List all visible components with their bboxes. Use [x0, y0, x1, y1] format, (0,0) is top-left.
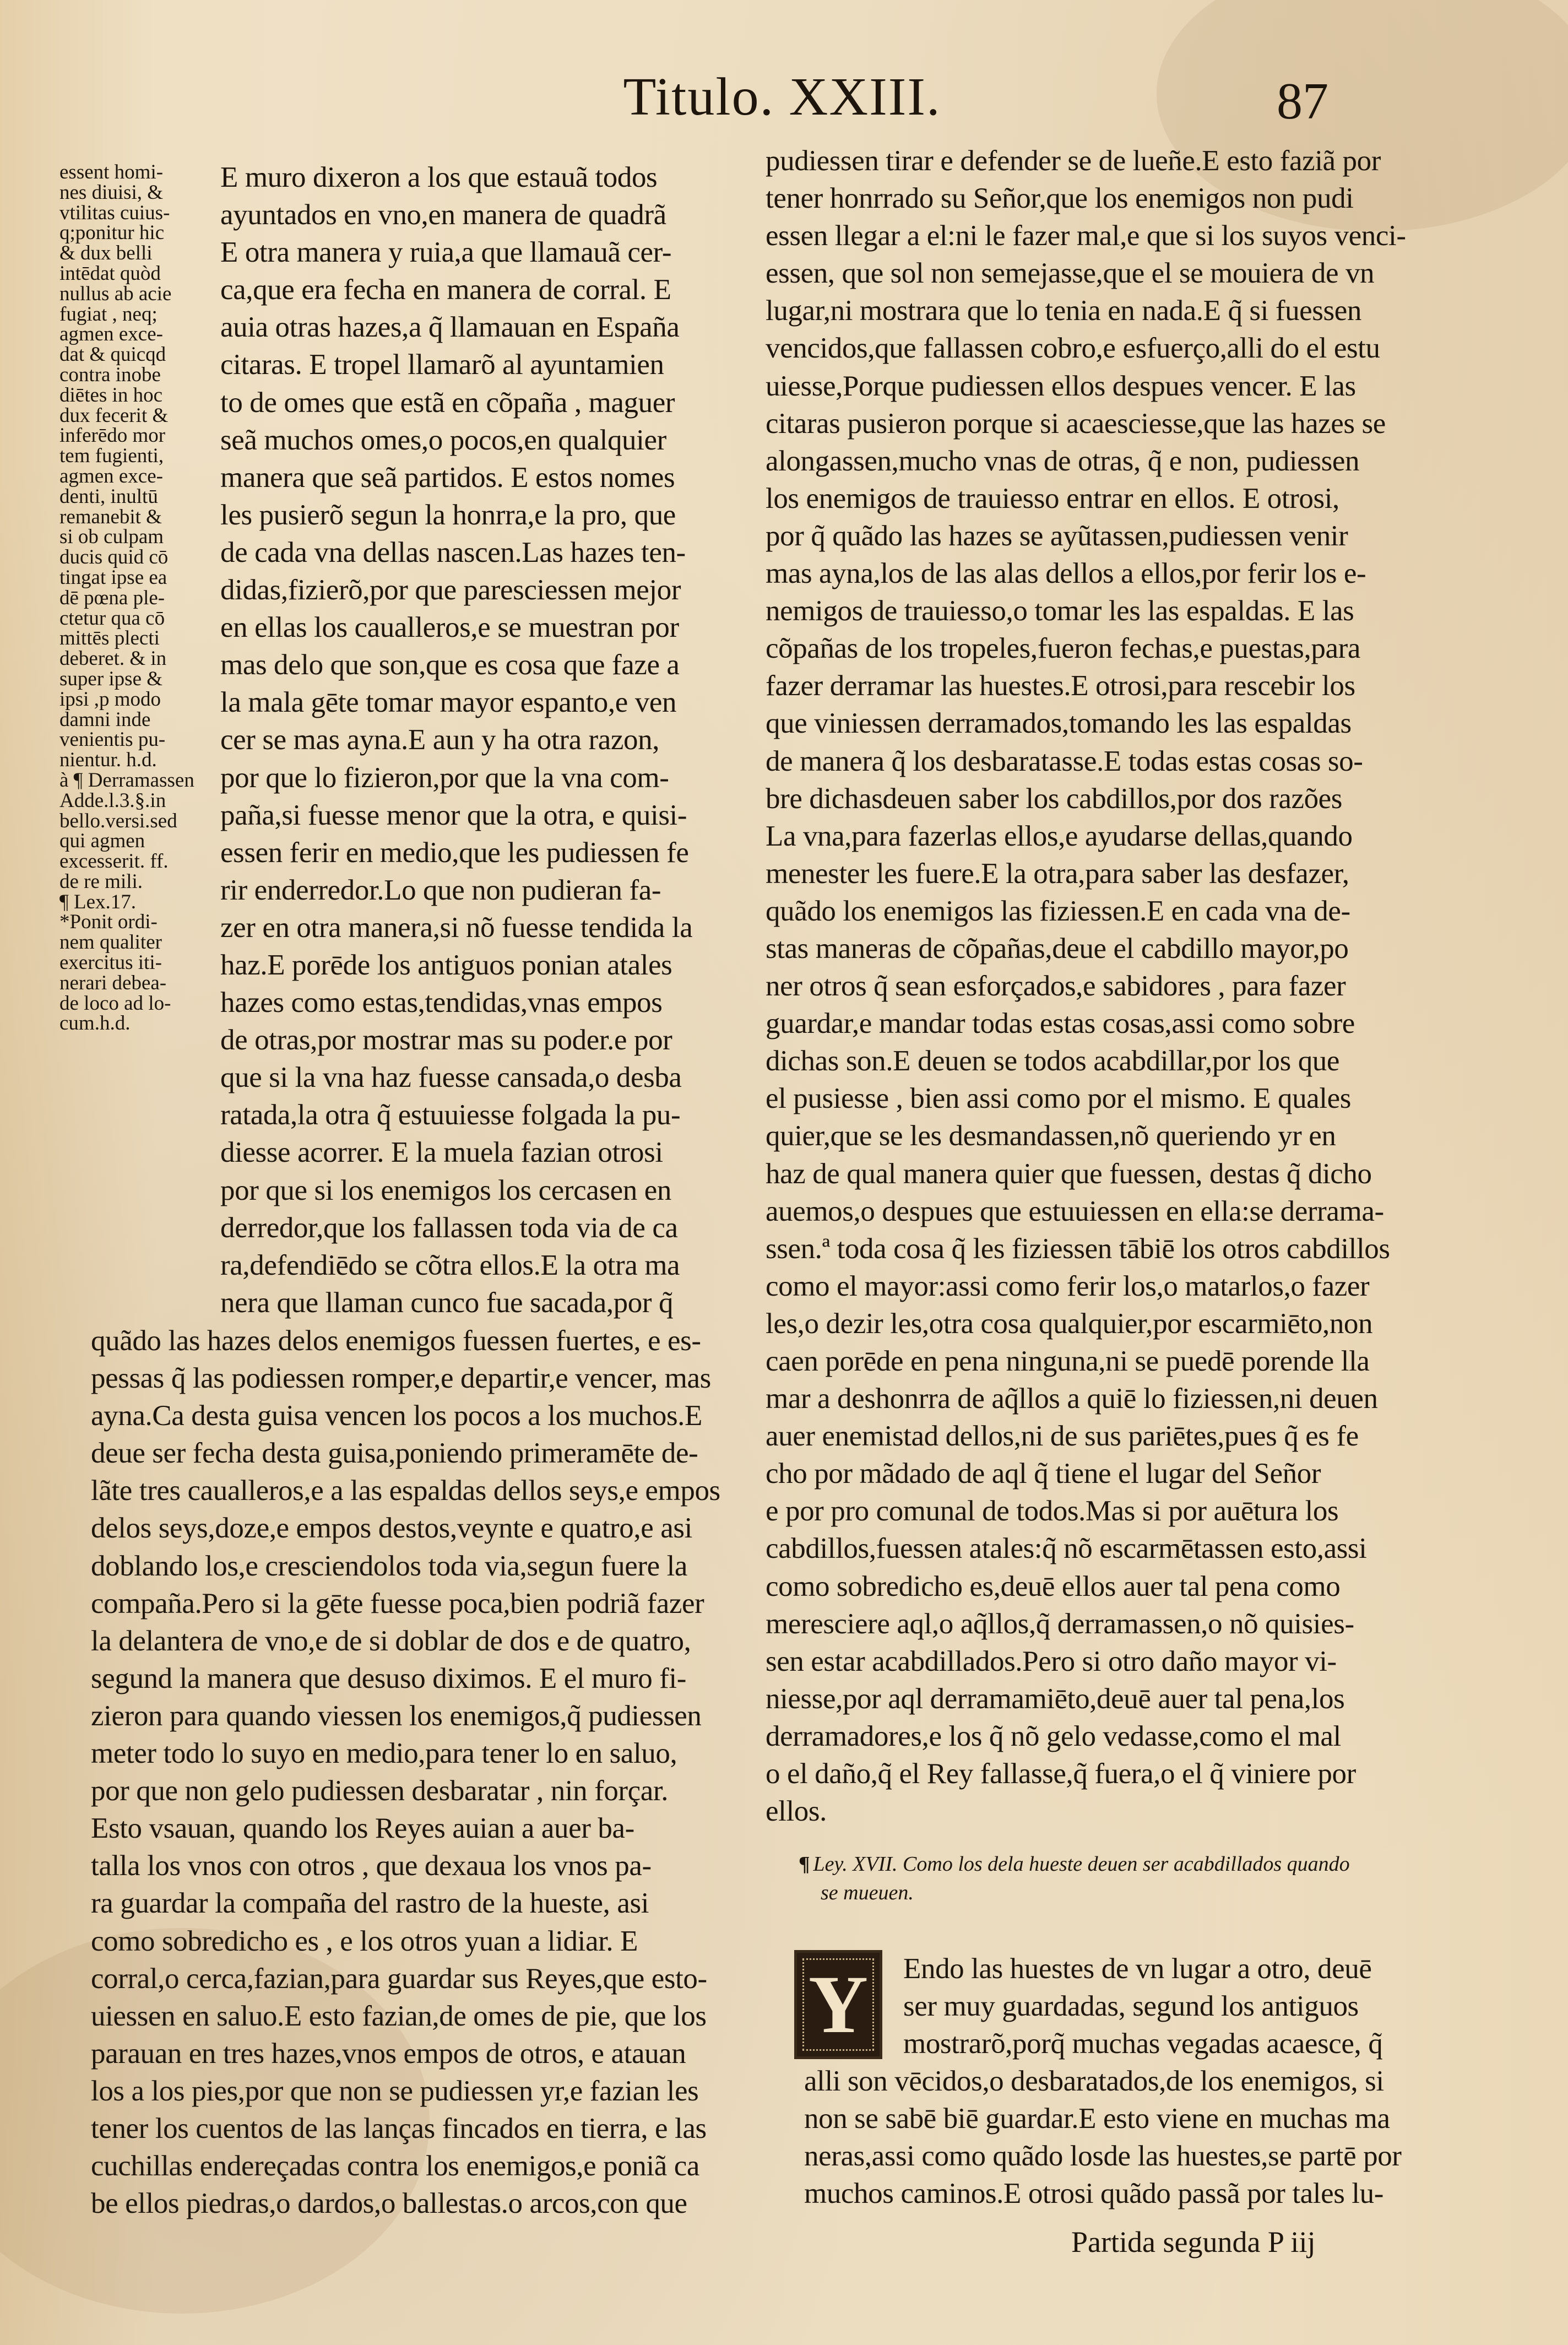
gloss-line: nullus ab acie	[59, 282, 172, 305]
gloss-line: qui agmen	[59, 830, 145, 853]
marginal-gloss	[59, 163, 225, 1034]
text-line: o el daño,q̃ el Rey fallasse,q̃ fuera,o el q̃ viniere por	[766, 1758, 1356, 1790]
text-line: por q̃ quãdo las hazes se ayũtassen,pudiessen venir	[766, 519, 1348, 552]
text-line: tener honrrado su Señor,que los enemigos non pudi	[766, 182, 1354, 215]
text-line: hazes como estas,tendidas,vnas empos	[220, 987, 663, 1019]
gloss-line: *Ponit ordi-	[59, 911, 158, 934]
text-line: quãdo las hazes delos enemigos fuessen fuertes, e es-	[91, 1325, 701, 1357]
text-line: lãte tres caualleros,e a las espaldas dellos seys,e empos	[91, 1475, 720, 1507]
text-line: citaras. E tropel llamarõ al ayuntamien	[220, 349, 664, 381]
text-line: stas maneras de cõpañas,deue el cabdillo mayor,po	[766, 932, 1349, 965]
text-line: ratada,la otra q̃ estuuiesse folgada la pu-	[220, 1099, 681, 1131]
text-line: uiessen en saluo.E esto fazian,de omes de pie, que los	[91, 2000, 707, 2032]
text-line: de manera q̃ los desbaratasse.E todas estas cosas so-	[766, 745, 1363, 777]
gloss-line: nerari debea-	[59, 971, 167, 994]
text-line: ayna.Ca desta guisa vencen los pocos a los muchos.E	[91, 1400, 702, 1432]
text-line: en ellas los caualleros,e se muestran por	[220, 611, 679, 644]
text-line: derramadores,e los q̃ nõ gelo vedasse,como el mal	[766, 1720, 1341, 1752]
gloss-line: venientis pu-	[59, 728, 166, 751]
law-text	[804, 2062, 1454, 2212]
gloss-line: ipsi ,p modo	[59, 687, 161, 711]
gloss-line: denti, inultū	[59, 485, 158, 508]
gloss-line: tingat ipse ea	[59, 566, 167, 589]
text-line: vencidos,que fallassen cobro,e esfuerço,alli do el estu	[766, 332, 1380, 365]
gloss-line: Adde.l.3.§.in	[59, 789, 166, 812]
gloss-line: exercitus iti-	[59, 951, 162, 974]
gloss-line: diētes in hoc	[59, 383, 163, 407]
initial-letter: Y	[808, 1959, 869, 2050]
text-line: nemigos de trauiesso,o tomar les las espaldas. E las	[766, 595, 1354, 627]
text-line: mostrarõ,porq̃ muchas vegadas acaesce, q̃	[903, 2028, 1383, 2060]
text-line: manera que seã partidos. E estos nomes	[220, 461, 675, 494]
gloss-line: q;ponitur hic	[59, 221, 165, 245]
text-line: E muro dixeron a los que estauã todos	[220, 161, 658, 193]
text-line: citaras pusieron porque si acaesciesse,que las hazes se	[766, 407, 1386, 440]
left-column-top	[220, 159, 733, 1322]
gloss-line: nientur. h.d.	[59, 749, 157, 772]
text-line: que si la vna haz fuesse cansada,o desba	[220, 1062, 682, 1094]
gloss-line: excesserit. ff.	[59, 850, 169, 873]
law-text-beside-initial	[903, 1950, 1454, 2062]
text-line: zer en otra manera,si nõ fuesse tendida la	[220, 911, 693, 944]
text-line: segund la manera que desuso diximos. E el muro fi-	[91, 1662, 686, 1694]
gloss-line: fugiat , neq;	[59, 302, 158, 326]
text-line: dichas son.E deuen se todos acabdillar,por los que	[766, 1045, 1340, 1077]
text-line: haz.E porēde los antiguos ponian atales	[220, 949, 672, 981]
running-title: Titulo. XXIII.	[623, 67, 941, 127]
text-line: quier,que se les desmandassen,nõ queriendo yr en	[766, 1120, 1336, 1152]
text-line: be ellos piedras,o dardos,o ballestas.o arcos,con que	[91, 2187, 687, 2220]
text-line: parauan en tres hazes,vnos empos de otros, e atauan	[91, 2037, 686, 2070]
gloss-line: agmen exce-	[59, 464, 163, 488]
text-line: talla los vnos con otros , que dexaua los vnos pa-	[91, 1850, 652, 1882]
text-line: haz de qual manera quier que fuessen, destas q̃ dicho	[766, 1157, 1372, 1190]
text-line: Esto vsauan, quando los Reyes auian a auer ba-	[91, 1812, 634, 1845]
right-column	[766, 142, 1454, 1830]
gloss-line: damni inde	[59, 708, 151, 731]
text-line: essen llegar a el:ni le fazer mal,e que si los suyos venci-	[766, 220, 1406, 252]
text-line: mas ayna,los de las alas dellos a ellos,por ferir los e-	[766, 557, 1366, 590]
text-line: didas,fizierõ,por que paresciessen mejor	[220, 574, 681, 606]
text-line: Endo las huestes de vn lugar a otro, deuē	[903, 1953, 1372, 1985]
gloss-line: & dux belli	[59, 242, 153, 265]
text-line: los a los pies,por que non se pudiessen yr,e fazian les	[91, 2075, 699, 2107]
text-line: alongassen,mucho vnas de otras, q̃ e non, pudiessen	[766, 445, 1360, 477]
text-line: La vna,para fazerlas ellos,e ayudarse dellas,quando	[766, 820, 1353, 852]
text-line: cabdillos,fuessen atales:q̃ nõ escarmētassen esto,assi	[766, 1532, 1367, 1565]
gloss-line: vtilitas cuius-	[59, 201, 170, 224]
text-line: fazer derramar las huestes.E otrosi,para rescebir los	[766, 670, 1355, 702]
text-line: nera que llaman cunco fue sacada,por q̃	[220, 1286, 674, 1319]
gloss-line: essent homi-	[59, 161, 164, 183]
text-line: paña,si fuesse menor que la otra, e quisi-	[220, 799, 687, 831]
text-line: diesse acorrer. E la muela fazian otrosi	[220, 1136, 663, 1169]
gloss-line: intēdat quòd	[59, 262, 161, 285]
text-line: non se sabē biē guardar.E esto viene en muchas ma	[804, 2103, 1390, 2135]
text-line: ayuntados en vno,en manera de quadrã	[220, 199, 666, 231]
text-line: el pusiesse , bien assi como por el mismo. E quales	[766, 1082, 1351, 1115]
text-line: que viniessen derramados,tomando les las espaldas	[766, 707, 1352, 740]
text-line: la mala gēte tomar mayor espanto,e ven	[220, 686, 677, 719]
text-line: neras,assi como quãdo losde las huestes,se partē por	[804, 2140, 1402, 2173]
text-line: quãdo los enemigos las fiziessen.E en cada vna de-	[766, 895, 1350, 927]
text-line: compaña.Pero si la gēte fuesse poca,bien podriã fazer	[91, 1587, 704, 1620]
text-line: auer enemistad dellos,ni de sus pariētes,pues q̃ es fe	[766, 1420, 1359, 1453]
text-line: auemos,o despues que estuuiessen en ella:se derrama-	[766, 1195, 1384, 1227]
text-line: mar a deshonrra de aq̃llos a quiē lo fiziessen,ni deuen	[766, 1383, 1378, 1415]
text-line: auia otras hazes,a q̃ llamauan en España	[220, 311, 680, 344]
text-line: essen, que sol non semejasse,que el se mouiera de vn	[766, 257, 1375, 290]
gloss-line: agmen exce-	[59, 323, 163, 346]
text-line: derredor,que los fallassen toda via de ca	[220, 1211, 678, 1244]
text-line: uiesse,Porque pudiessen ellos despues vencer. E las	[766, 370, 1356, 402]
gloss-line: de loco ad lo-	[59, 992, 171, 1015]
text-line: doblando los,e cresciendolos toda via,segun fuere la	[91, 1550, 688, 1582]
text-line: cuchillas endereçadas contra los enemigos,e poniã ca	[91, 2150, 699, 2182]
text-line: zieron para quando viessen los enemigos,q̃ pudiessen	[91, 1699, 702, 1732]
text-line: ner otros q̃ sean esforçados,e sabidores , para fazer	[766, 970, 1346, 1003]
text-line: caen porēde en pena ninguna,ni se puedē porende lla	[766, 1345, 1370, 1377]
text-line: ra,defendiēdo se cõtra ellos.E la otra ma	[220, 1249, 680, 1281]
text-line: ser muy guardadas, segund los antiguos	[903, 1990, 1359, 2023]
text-line: por que lo fizieron,por que la vna com-	[220, 761, 669, 794]
text-line: cõpañas de los tropeles,fueron fechas,e puestas,para	[766, 632, 1360, 665]
decorated-initial	[794, 1950, 882, 2059]
text-line: delos seys,doze,e empos destos,veynte e quatro,e asi	[91, 1512, 692, 1545]
text-line: por que non gelo pudiessen desbaratar , nin forçar.	[91, 1775, 669, 1807]
text-line: rir enderredor.Lo que non pudieran fa-	[220, 874, 661, 906]
text-line: deue ser fecha desta guisa,poniendo primeramēte de-	[91, 1437, 698, 1470]
gloss-line: bello.versi.sed	[59, 809, 177, 832]
text-line: sen estar acabdillados.Pero si otro daño mayor vi-	[766, 1645, 1337, 1677]
left-column-bottom	[91, 1322, 746, 2222]
text-line: E otra manera y ruia,a que llamauã cer-	[220, 236, 672, 269]
gloss-line: tem fugienti,	[59, 445, 164, 468]
gloss-line: super ipse &	[59, 667, 163, 690]
text-line: lugar,ni mostrara que lo tenia en nada.E q̃ si fuessen	[766, 295, 1361, 327]
text-line: niesse,por aql derramamiēto,deuē auer tal pena,los	[766, 1682, 1345, 1715]
text-line: seã muchos omes,o pocos,en qualquier	[220, 424, 666, 456]
gloss-line: ducis quid cō	[59, 546, 169, 569]
text-line: e por pro comunal de todos.Mas si por auētura los	[766, 1495, 1339, 1528]
text-line: de otras,por mostrar mas su poder.e por	[220, 1024, 672, 1057]
text-line: los enemigos de trauiesso entrar en ellos. E otrosi,	[766, 482, 1339, 515]
text-line: como sobredicho es , e los otros yuan a lidiar. E	[91, 1925, 638, 1957]
gloss-line: remanebit &	[59, 505, 162, 528]
text-line: corral,o cerca,fazian,para guardar sus Reyes,que esto-	[91, 1962, 707, 1995]
text-line: essen ferir en medio,que les pudiessen fe	[220, 836, 689, 869]
gloss-line: nem qualiter	[59, 931, 162, 954]
text-line: ca,que era fecha en manera de corral. E	[220, 274, 671, 306]
law-heading-line-2: se mueuen.	[821, 1881, 914, 1904]
text-line: alli son vēcidos,o desbaratados,de los enemigos, si	[804, 2065, 1384, 2097]
law-heading-line-1: Ley. XVII. Como los dela hueste deuen ser acabdillados quando	[813, 1853, 1350, 1876]
pilcrow: ¶	[799, 1853, 810, 1876]
gloss-line: dux fecerit &	[59, 404, 169, 427]
gloss-line: nes diuisi, &	[59, 181, 164, 204]
text-line: como el mayor:assi como ferir los,o matarlos,o fazer	[766, 1270, 1370, 1302]
signature-mark: Partida segunda P iij	[1071, 2225, 1316, 2259]
text-line: les pusierõ segun la honrra,e la pro, que	[220, 499, 676, 531]
text-line: ellos.	[766, 1795, 827, 1828]
gloss-line: de re mili.	[59, 870, 143, 893]
text-line: pudiessen tirar e defender se de lueñe.E esto faziã por	[766, 145, 1381, 177]
gloss-line: inferēdo mor	[59, 424, 166, 447]
gloss-line: ctetur qua cō	[59, 606, 165, 630]
folio-number: 87	[1277, 73, 1328, 130]
text-line: guardar,e mandar todas estas cosas,assi como sobre	[766, 1008, 1355, 1040]
text-line: ssen.ª toda cosa q̃ les fiziessen tābiē los otros cabdillos	[766, 1232, 1390, 1265]
text-line: les,o dezir les,otra cosa qualquier,por escarmiēto,non	[766, 1307, 1373, 1340]
text-line: cer se mas ayna.E aun y ha otra razon,	[220, 724, 660, 756]
text-line: menester les fuere.E la otra,para saber las desfazer,	[766, 857, 1349, 890]
text-line: de cada vna dellas nascen.Las hazes ten-	[220, 536, 686, 568]
text-line: mas delo que son,que es cosa que faze a	[220, 649, 680, 681]
text-line: bre dichasdeuen saber los cabdillos,por dos razões	[766, 782, 1343, 815]
gloss-line: deberet. & in	[59, 647, 167, 670]
text-line: cho por mãdado de aql q̃ tiene el lugar del Señor	[766, 1458, 1321, 1490]
gloss-line: si ob culpam	[59, 526, 164, 549]
text-line: meter todo lo suyo en medio,para tener lo en saluo,	[91, 1737, 677, 1770]
text-line: to de omes que estã en cõpaña , maguer	[220, 386, 675, 419]
gloss-line: cum.h.d.	[59, 1012, 131, 1035]
text-line: ra guardar la compaña del rastro de la hueste, asi	[91, 1887, 649, 1920]
gloss-line: dē pœna ple-	[59, 586, 165, 609]
gloss-line: à ¶ Derramassen	[59, 768, 194, 792]
text-line: meresciere aql,o aq̃llos,q̃ derramassen,o nõ quisies-	[766, 1607, 1354, 1640]
gloss-line: ¶ Lex.17.	[59, 890, 137, 913]
gloss-line: contra inobe	[59, 363, 161, 386]
gloss-line: dat & quicqd	[59, 343, 166, 366]
text-line: tener los cuentos de las lanças fincados en tierra, e las	[91, 2112, 707, 2144]
text-line: pessas q̃ las podiessen romper,e departir,e vencer, mas	[91, 1362, 711, 1395]
text-line: muchos caminos.E otrosi quãdo passã por tales lu-	[804, 2178, 1383, 2210]
text-line: como sobredicho es,deuē ellos auer tal pena como	[766, 1570, 1341, 1602]
text-line: por que si los enemigos los cercasen en	[220, 1174, 671, 1206]
text-line: la delantera de vno,e de si doblar de dos e de quatro,	[91, 1624, 691, 1657]
gloss-line: mittēs plecti	[59, 627, 160, 650]
law-heading	[799, 1850, 1448, 1907]
